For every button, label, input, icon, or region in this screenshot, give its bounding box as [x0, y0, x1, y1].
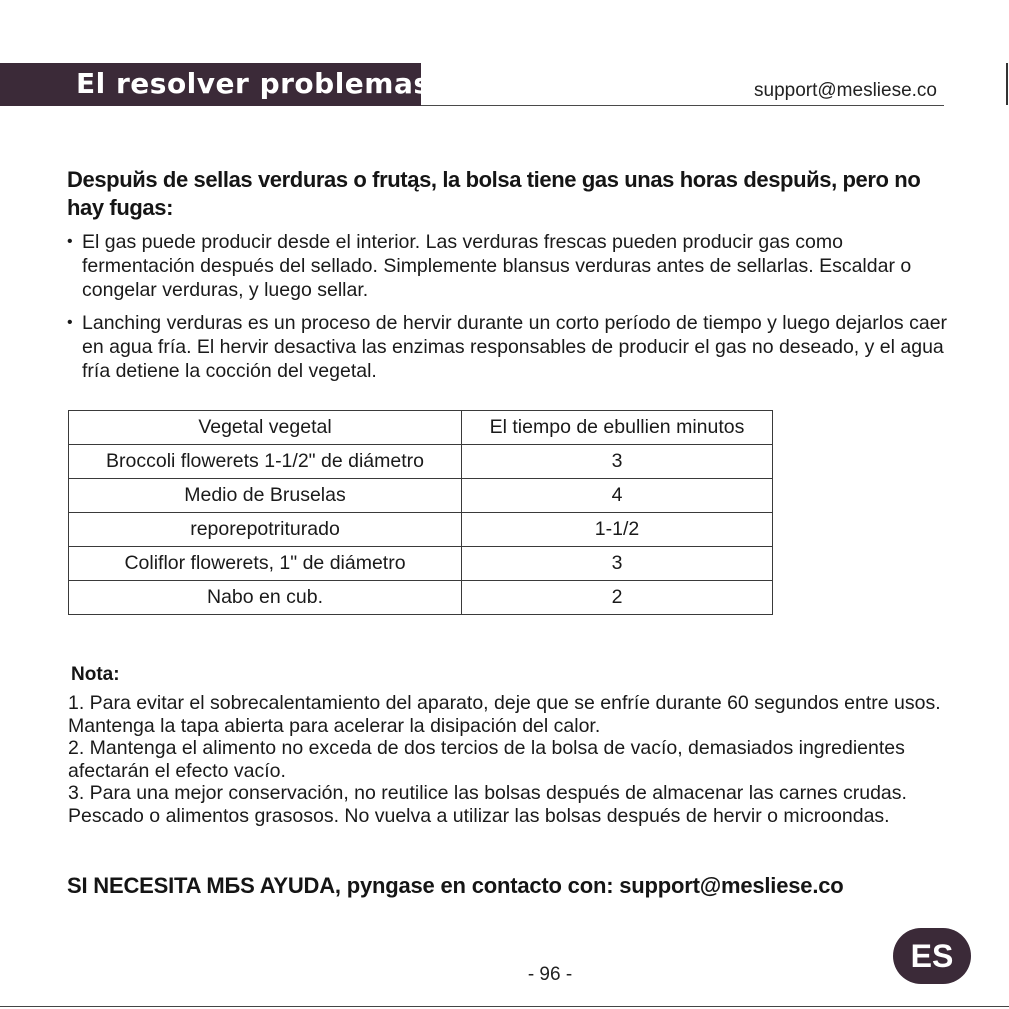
- language-badge: ES: [893, 928, 971, 984]
- vegetable-cell: reporepotriturado: [69, 513, 462, 547]
- column-header-vegetable: Vegetal vegetal: [69, 411, 462, 445]
- note-item: 1. Para evitar el sobrecalentamiento del aparato, deje que se enfríe durante 60 segundos entre usos. Mantenga la tapa abierta para acelerar la disipación del calor.: [68, 692, 941, 737]
- note-item: 2. Mantenga el alimento no exceda de dos tercios de la bolsa de vacío, demasiados ingredientes afectarán el efecto vacío.: [68, 737, 905, 782]
- answer-bullet-text: Lanching verduras es un proceso de hervir durante un corto período de tiempo y luego dejarlos caer en agua fría. El hervir desactiva las enzimas responsables de producir el gas no deseado, y el agua fría detiene la cocción del vegetal.: [82, 312, 948, 382]
- bullet-dot-icon: •: [67, 233, 73, 250]
- vegetable-cell: Coliflor flowerets, 1" de diámetro: [69, 547, 462, 581]
- boil-time-cell: 4: [462, 479, 773, 513]
- boil-time-cell: 2: [462, 581, 773, 615]
- column-header-boil-time: El tiempo de ebullien minutos: [462, 411, 773, 445]
- answer-bullet: [67, 230, 952, 302]
- note-list: [68, 692, 948, 827]
- table-row: [69, 445, 773, 479]
- table-header-row: [69, 411, 773, 445]
- page-number: - 96 -: [527, 964, 573, 985]
- troubleshooting-question: Despuйs de sellas verduras o frutąs, la bolsa tiene gas unas horas despuйs, pero no hay fugas:: [67, 167, 921, 220]
- vegetable-cell: Broccoli flowerets 1-1/2" de diámetro: [69, 445, 462, 479]
- boil-time-cell: 3: [462, 547, 773, 581]
- table-row: [69, 581, 773, 615]
- vegetable-cell: Nabo en cub.: [69, 581, 462, 615]
- table-row: [69, 547, 773, 581]
- page-title: El resolver problemas: [76, 67, 431, 100]
- note-item: 3. Para una mejor conservación, no reutilice las bolsas después de almacenar las carnes crudas. Pescado o alimentos grasosos. No vuelva a utilizar las bolsas después de hervir o microondas.: [68, 782, 907, 827]
- header-divider: [421, 105, 944, 106]
- page-edge-marker: [1006, 63, 1008, 105]
- answer-bullet-text: El gas puede producir desde el interior. Las verduras frescas pueden producir gas como fermentación después del sellado. Simplemente blansus verduras antes de sellarlas. Escaldar o congelar verduras, y luego sellar.: [82, 231, 912, 301]
- bullet-dot-icon: •: [67, 314, 73, 331]
- answer-bullet-list: [67, 230, 952, 392]
- footer-divider: [0, 1006, 1009, 1007]
- vegetable-cell: Medio de Bruselas: [69, 479, 462, 513]
- note-heading: Nota:: [71, 664, 120, 685]
- blanching-time-table: [68, 410, 773, 615]
- boil-time-cell: 3: [462, 445, 773, 479]
- support-contact-line: SI NECESITA MБS AYUDA, pyngase en contacto con: support@mesliese.co: [67, 873, 844, 898]
- table-row: [69, 513, 773, 547]
- header-support-email: support@mesliese.co: [754, 80, 937, 101]
- table-row: [69, 479, 773, 513]
- answer-bullet: [67, 311, 952, 383]
- blanching-table-container: [68, 410, 773, 615]
- boil-time-cell: 1-1/2: [462, 513, 773, 547]
